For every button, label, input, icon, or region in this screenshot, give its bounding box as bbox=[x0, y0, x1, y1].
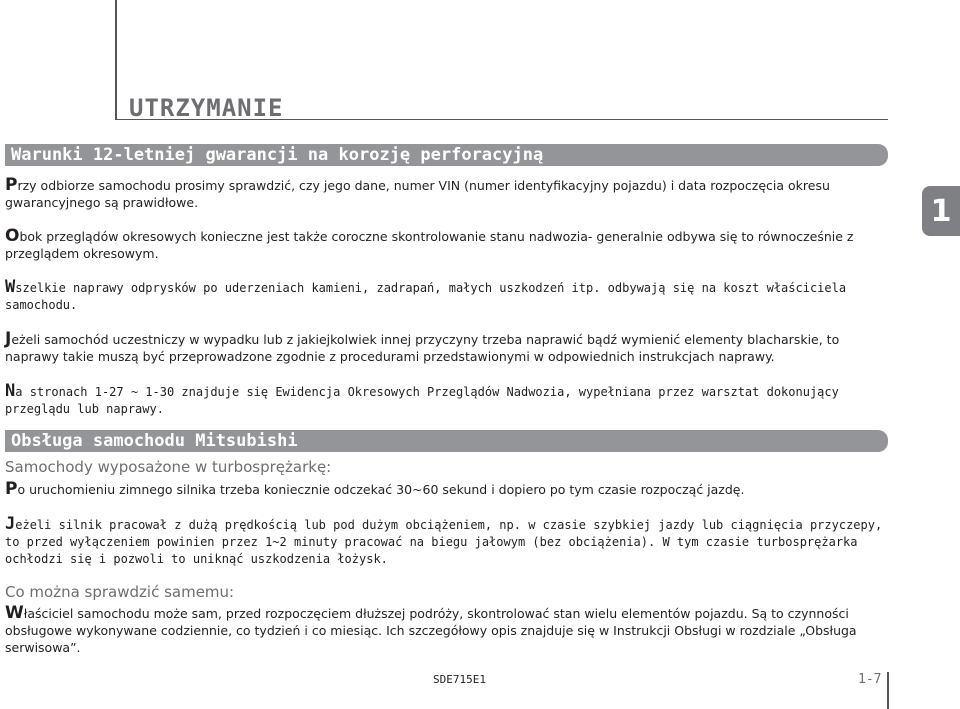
paragraph-text: o uruchomieniu zimnego silnika trzeba koniecznie odczekać 30~60 sekund i dopiero po tym czasie rozpocząć jazdę. bbox=[17, 482, 745, 497]
section-heading-warranty: Warunki 12-letniej gwarancji na korozję perforacyjną bbox=[5, 144, 888, 166]
drop-cap: W bbox=[5, 277, 16, 297]
paragraph-text: eżeli silnik pracował z dużą prędkością lub pod dużym obciążeniem, np. w czasie szybkiej jazdy lub ciągnięcia przyczepy, to przed wyłączeniem powinien przez 1~2 minuty pracować na biegu jałowym (bez obciążenia). W tym czasie turbosprężarka ochłodzi się i pozwoli to uniknąć uszkodzenia łożysk. bbox=[5, 518, 883, 566]
section-heading-maintenance: Obsługa samochodu Mitsubishi bbox=[5, 430, 888, 452]
paragraph bbox=[5, 481, 888, 498]
paragraph bbox=[5, 383, 888, 418]
paragraph-text: szelkie naprawy odprysków po uderzeniach kamieni, zadrapań, małych uszkodzeń itp. odbywają się na koszt właściciela samochodu. bbox=[5, 281, 847, 312]
drop-cap: P bbox=[5, 479, 18, 499]
drop-cap: W bbox=[5, 603, 24, 623]
drop-cap: J bbox=[5, 329, 12, 349]
subheading-self-check: Co można sprawdzić samemu: bbox=[5, 583, 235, 601]
drop-cap: P bbox=[5, 175, 18, 195]
paragraph bbox=[5, 177, 888, 211]
paragraph-text: a stronach 1-27 ~ 1-30 znajduje się Ewidencja Okresowych Przeglądów Nadwozia, wypełniana przez warsztat dokonujący przeglądu lub naprawy. bbox=[5, 385, 839, 416]
document-code: SDE715E1 bbox=[433, 673, 486, 686]
paragraph bbox=[5, 279, 888, 314]
footer-vertical-rule bbox=[887, 672, 889, 709]
paragraph-text: łaściciel samochodu może sam, przed rozpoczęciem dłuższej podróży, skontrolować stan wielu elementów pojazdu. Są to czynności obsługowe wykonywane codziennie, co tydzień i co miesiąc. Ich szczegółowy opis znajduje się w Instrukcji Obsługi w rozdziale „Obsługa serwisowa”. bbox=[5, 606, 857, 655]
drop-cap: N bbox=[5, 381, 16, 401]
chapter-tab: 1 bbox=[922, 186, 960, 236]
paragraph bbox=[5, 331, 888, 365]
page-number: 1-7 bbox=[858, 672, 882, 687]
subheading-turbo: Samochody wyposażone w turbosprężarkę: bbox=[5, 458, 332, 476]
drop-cap: O bbox=[5, 226, 20, 246]
paragraph bbox=[5, 516, 888, 568]
paragraph bbox=[5, 228, 888, 262]
drop-cap: J bbox=[5, 514, 16, 534]
paragraph-text: rzy odbiorze samochodu prosimy sprawdzić, czy jego dane, numer VIN (numer identyfikacyjny pojazdu) i data rozpoczęcia okresu gwarancyjnego są prawidłowe. bbox=[5, 178, 830, 210]
page-title: UTRZYMANIE bbox=[129, 94, 284, 122]
paragraph-text: bok przeglądów okresowych konieczne jest także coroczne skontrolowanie stanu nadwozia- generalnie odbywa się to równocześnie z przeglądem okresowym. bbox=[5, 229, 854, 261]
paragraph-text: eżeli samochód uczestniczy w wypadku lub z jakiejkolwiek innej przyczyny trzeba naprawić bądź wymienić elementy blacharskie, to naprawy takie muszą być przeprowadzone zgodnie z procedurami przedstawionymi w odpowiednich instrukcjach naprawy. bbox=[5, 332, 840, 364]
paragraph bbox=[5, 605, 888, 656]
header-vertical-rule bbox=[115, 0, 117, 120]
